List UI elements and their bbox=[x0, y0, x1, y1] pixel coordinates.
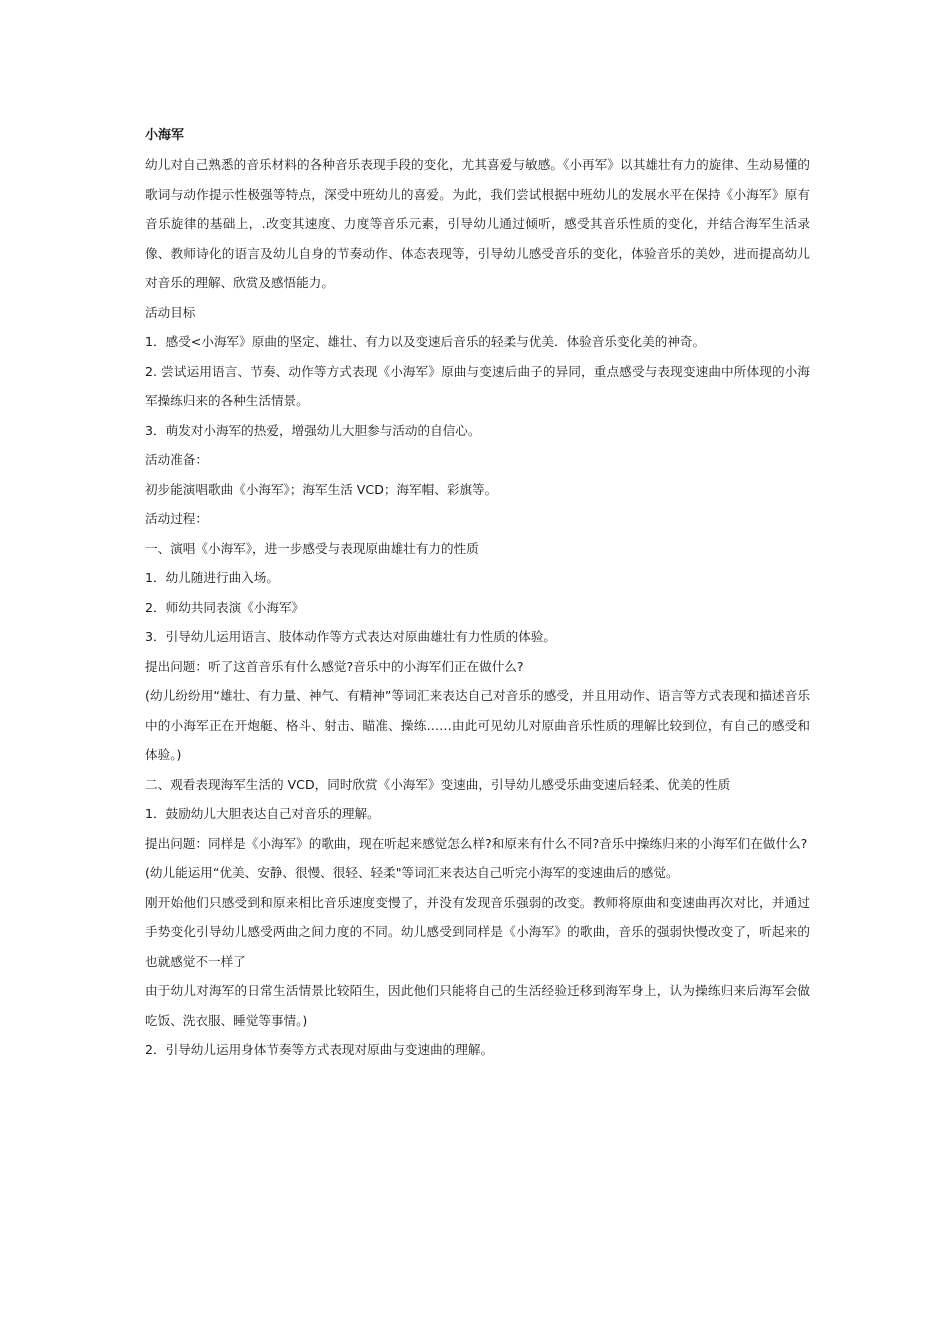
process-part-1-question: 提出问题：听了这首音乐有什么感觉?音乐中的小海军们正在做什么? bbox=[145, 658, 524, 674]
process-part-2-step-1: 1．鼓励幼儿大胆表达自己对音乐的理解。 bbox=[145, 806, 380, 821]
process-part-2-note-3: 由于幼儿对海军的日常生活情景比较陌生，因此他们只能将自己的生活经验迁移到海军身上，认为操练归来后海军会做吃饭、洗衣服、睡觉等事情。) bbox=[145, 983, 810, 1028]
process-part-1-note: (幼儿纷纷用“雄壮、有力量、神气、有精神”等词汇来表达自己对音乐的感受，并且用动作、语言等方式表现和描述音乐中的小海军正在开炮艇、格斗、射击、瞄准、操练……由此可见幼儿对原曲音乐性质的理解比较到位，有自己的感受和体验。) bbox=[145, 688, 810, 762]
goal-item-2: 2. 尝试运用语言、节奏、动作等方式表现《小海军》原曲与变速后曲子的异同，重点感受与表现变速曲中所体现的小海军操练归来的各种生活情景。 bbox=[145, 363, 810, 408]
process-part-1-step-2: 2．师幼共同表演《小海军》 bbox=[145, 599, 305, 615]
section-heading-process: 活动过程： bbox=[145, 511, 208, 526]
document-title: 小海军 bbox=[145, 128, 185, 143]
process-part-1-heading: 一、演唱《小海军》，进一步感受与表现原曲雄壮有力的性质 bbox=[145, 540, 479, 556]
process-part-2-note-1: (幼儿能运用“优美、安静、很慢、很轻、轻柔"等词汇来表达自己听完小海军的变速曲后的感觉。 bbox=[145, 865, 679, 880]
intro-paragraph: 幼儿对自己熟悉的音乐材料的各种音乐表现手段的变化，尤其喜爱与敏感。《小再军》以其雄壮有力的旋律、生动易懂的歌词与动作提示性极强等特点，深受中班幼儿的喜爱。为此，我们尝试根据中班幼儿的发展水平在保持《小海军》原有音乐旋律的基础上，.改变其速度、力度等音乐元素，引导幼儿通过倾听，感受其音乐性质的变化，并结合海军生活录像、教师诗化的语言及幼儿自身的节奏动作、体态表现等，引导幼儿感受音乐的变化，体验音乐的美妙，进而提高幼儿对音乐的理解、欣赏及感悟能力。 bbox=[145, 157, 810, 290]
process-part-2-heading: 二、观看表现海军生活的 VCD，同时欣赏《小海军》变速曲，引导幼儿感受乐曲变速后轻柔、优美的性质 bbox=[145, 776, 731, 792]
process-part-1-step-3: 3．引导幼儿运用语言、肢体动作等方式表达对原曲雄壮有力性质的体验。 bbox=[145, 629, 557, 644]
process-part-2-step-2: 2．引导幼儿运用身体节奏等方式表现对原曲与变速曲的理解。 bbox=[145, 1042, 494, 1057]
preparation-text: 初步能演唱歌曲《小海军》；海军生活 VCD；海军帽、彩旗等。 bbox=[145, 481, 498, 497]
section-heading-goals: 活动目标 bbox=[145, 304, 196, 320]
process-part-2-question: 提出问题：同样是《小海军》的歌曲，现在听起来感觉怎么样?和原来有什么不同?音乐中操练归来的小海军们在做什么? bbox=[145, 835, 808, 851]
process-part-2-note-2: 刚开始他们只感受到和原来相比音乐速度变慢了，并没有发现音乐强弱的改变。教师将原曲和变速曲再次对比，并通过手势变化引导幼儿感受两曲之间力度的不同。幼儿感受到同样是《小海军》的歌曲，音乐的强弱快慢改变了，听起来的也就感觉不一样了 bbox=[145, 894, 810, 969]
goal-item-1: 1．感受<小海军》原曲的坚定、雄壮、有力以及变速后音乐的轻柔与优美．体验音乐变化美的神奇。 bbox=[145, 334, 706, 349]
document-page bbox=[145, 124, 810, 1065]
goal-item-3: 3．萌发对小海军的热爱，增强幼儿大胆参与活动的自信心。 bbox=[145, 422, 481, 438]
section-heading-preparation: 活动准备： bbox=[145, 452, 208, 467]
process-part-1-step-1: 1．幼儿随进行曲入场。 bbox=[145, 570, 279, 585]
